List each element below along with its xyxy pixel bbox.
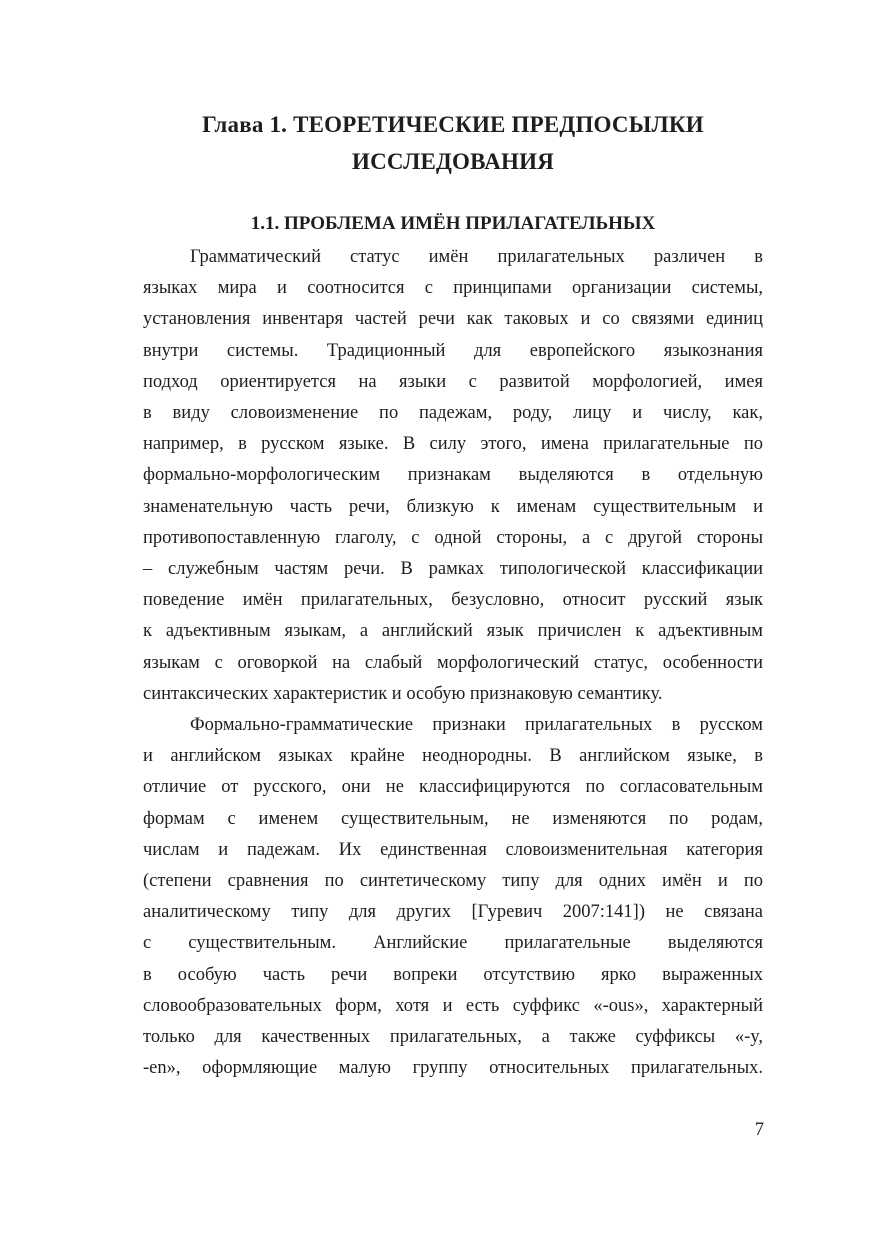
page-number: 7 [754,1120,764,1140]
page-body [143,106,763,1084]
paragraph-line: знаменательную часть речи, близкую к именам существительным и [143,496,763,517]
chapter-title-line-2: ИССЛЕДОВАНИЯ [351,149,555,174]
paragraph-line: отличие от русского, они не классифицируются по согласовательным [143,777,763,798]
paragraph-line: Грамматический статус имён прилагательных различен в [190,247,763,267]
paragraph-line: только для качественных прилагательных, а также суффиксы «-y, [143,1027,763,1048]
paragraph-line: внутри системы. Традиционный для европейского языкознания [143,340,763,361]
paragraph-1 [143,242,763,710]
paragraph-line: поведение имён прилагательных, безусловно, относит русский язык [143,590,763,611]
paragraph-line: -en», оформляющие малую группу относительных прилагательных. [143,1058,763,1079]
paragraph-line: синтаксических характеристик и особую признаковую семантику. [143,683,663,704]
paragraph-line: аналитическому типу для других [Гуревич 2007:141]) не связана [143,902,763,923]
paragraph-line: формально-морфологическим признакам выделяются в отдельную [143,465,763,486]
paragraph-line: – служебным частям речи. В рамках типологической классификации [143,559,763,580]
chapter-title [143,106,763,180]
paragraph-line: в виду словоизменение по падежам, роду, лицу и числу, как, [143,403,763,424]
paragraph-line: установления инвентаря частей речи как таковых и со связями единиц [143,309,763,330]
paragraph-line: к адъективным языкам, а английский язык причислен к адъективным [143,621,763,642]
paragraph-line: языкам с оговоркой на слабый морфологический статус, особенности [143,652,763,673]
paragraph-line: (степени сравнения по синтетическому типу для одних имён и по [143,871,763,892]
paragraph-line: в особую часть речи вопреки отсутствию ярко выраженных [143,964,763,985]
paragraph-line: например, в русском языке. В силу этого, имена прилагательные по [143,434,763,455]
paragraph-line: числам и падежам. Их единственная словоизменительная категория [143,839,763,860]
paragraph-2 [143,710,763,1084]
paragraph-line: словообразовательных форм, хотя и есть суффикс «-ous», характерный [143,995,763,1016]
chapter-title-line-1: Глава 1. ТЕОРЕТИЧЕСКИЕ ПРЕДПОСЫЛКИ [202,112,704,137]
paragraph-line: противопоставленную глаголу, с одной стороны, а с другой стороны [143,527,763,548]
paragraph-line: с существительным. Английские прилагательные выделяются [143,933,763,954]
paragraph-line: Формально-грамматические признаки прилагательных в русском [190,715,763,736]
paragraph-line: подход ориентируется на языки с развитой морфологией, имея [143,371,763,392]
paragraph-line: формам с именем существительным, не изменяются по родам, [143,808,763,829]
paragraph-line: языках мира и соотносится с принципами организации системы, [143,278,763,299]
section-title: 1.1. ПРОБЛЕМА ИМЁН ПРИЛАГАТЕЛЬНЫХ [250,213,656,234]
paragraph-line: и английском языках крайне неоднородны. В английском языке, в [143,746,763,767]
